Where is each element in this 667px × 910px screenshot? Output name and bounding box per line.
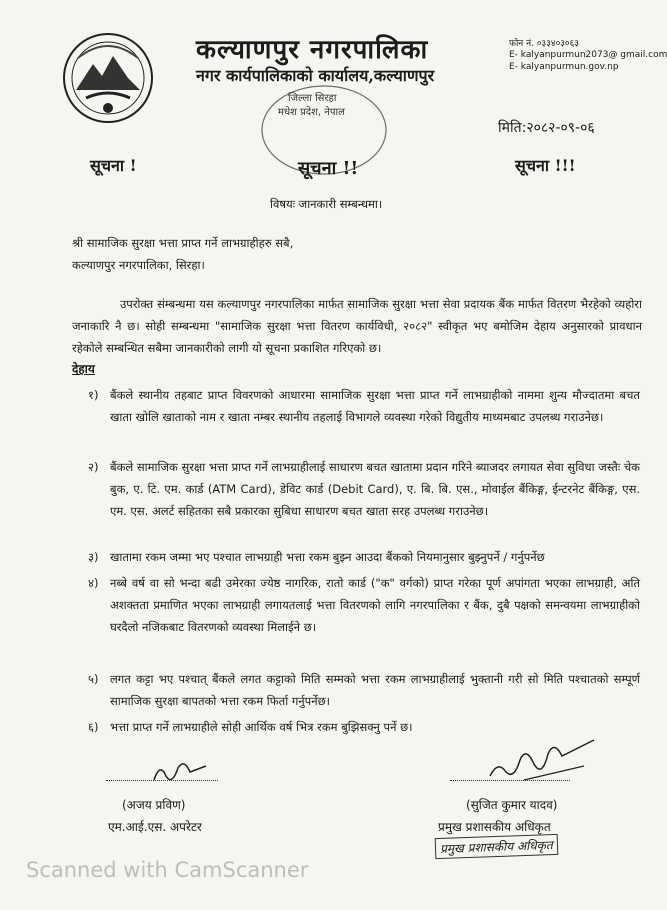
website: E- kalyanpurmun.gov.np <box>509 62 619 72</box>
org-subtitle: नगर कार्यपालिकाको कार्यालय,कल्याणपुर <box>196 66 435 85</box>
list-item-number: २) <box>88 460 99 474</box>
list-item-text: खातामा रकम जम्मा भए पश्चात लाभग्राही भत्ता रकम बुझ्न आउदा बैंकको नियमानुसार बुझ्नुपर्ने / गर्नुपर्नेछ <box>110 550 545 564</box>
list-item <box>88 572 640 638</box>
intro-paragraph: उपरोक्त संम्बन्धमा यस कल्याणपुर नगरपालिका मार्फत सामाजिक सुरक्षा भत्ता सेवा प्रदायक बैंक मार्फत वितरण भैरहेको व्यहोरा जनाकारि नै छ। सोही सम्बन्धमा "सामाजिक सुरक्षा भत्ता वितरण कार्यविधी, २०८२" स्वीकृत भए बमोजिम देहाय अनुसारको प्रावधान रहेकोले सम्बन्धित सबैमा जानकारीको लागी यो सूचना प्रकाशित गरिएको छ। <box>72 297 642 355</box>
recipient-line: कल्याणपुर नगरपालिका, सिरहा। <box>72 258 205 272</box>
notice-heading: सूचना ! <box>90 156 137 175</box>
list-item-number: ६) <box>88 720 99 734</box>
signature-line <box>450 780 570 781</box>
list-item <box>88 546 640 568</box>
signatory-title: प्रमुख प्रशासकीय अधिकृत <box>438 820 551 834</box>
list-item-number: ३) <box>88 550 99 564</box>
stamp-line: मधेश प्रदेश, नेपाल <box>278 107 345 118</box>
notice-heading: सूचना !!! <box>515 156 576 175</box>
org-title: कल्याणपुर नगरपालिका <box>196 35 429 65</box>
list-item <box>88 456 640 522</box>
date: मिति:२०८२-०९-०६ <box>498 120 595 136</box>
nepal-emblem-logo <box>58 30 158 126</box>
list-item-text: बैंकले सामाजिक सुरक्षा भत्ता प्राप्त गर्ने लाभग्राहीलाई साधारण बचत खातामा प्रदान गरिने ब्याजदर लगायत सेवा सुविधा जस्तैः चेक बुक, ए. टि. एम. कार्ड (ATM Card), डेविट कार्ड (Debit Card), ए. बि. बि. एस., मोवाईल बैंकिङ्ग, ईन्टरनेट बैंकिङ्ग, एस. एम. एस. अलर्ट सहितका सबै प्रकारका सुबिधा साधारण बचत खाता सरह उपलब्ध गराउनेछ। <box>110 460 640 518</box>
dehay-label: देहाय <box>72 362 95 376</box>
signatory-title: एम.आई.एस. अपरेटर <box>108 820 202 834</box>
signatory-name: (अजय प्रविण) <box>122 798 186 812</box>
list-item-text: नब्बे वर्ष वा सो भन्दा बढी उमेरका ज्येष्ठ नागरिक, रातो कार्ड ("क" वर्गको) प्राप्त गरेका पूर्ण अपांगता भएका लाभग्राही, अति अशक्तता प्रमाणित भएका लाभग्राही लगायतलाई भत्ता वितरणको लागि नगरपालिका र बैंक, दुबै पक्षको समन्वयमा लाभग्राहीको घरदैलो नजिकबाट वितरणको व्यवस्था मिलाईने छ। <box>110 576 640 634</box>
list-item-number: ४) <box>88 576 99 590</box>
notice-heading: सूचना !! <box>298 158 359 179</box>
signatory-name: (सुजित कुमार यादव) <box>466 798 558 812</box>
list-item-text: भत्ता प्राप्त गर्ने लाभग्राहीले सोही आर्थिक वर्ष भित्र रकम बुझिसक्नु पर्ने छ। <box>110 720 413 734</box>
list-item-text: बैंकले स्थानीय तहबाट प्राप्त विवरणको आधारमा सामाजिक सुरक्षा भत्ता प्राप्त गर्ने लाभग्राहीको नाममा शुन्य मौज्दातमा बचत खाता खोलि खाताको नाम र खाता नम्बर स्थानीय तहलाई विभागले व्यवस्था गरेको विद्युतीय माध्यमबाट उपलब्ध गराउनेछ। <box>110 388 640 424</box>
list-item-text: लगत कट्टा भए पश्चात् बैंकले लगत कट्टाको मिति सम्मको भत्ता रकम लाभग्राहीलाई भुक्तानी गरी सो मिति पश्चातको सम्पूर्ण सामाजिक सुरक्षा बापतको भत्ता रकम फिर्ता गर्नुपर्नेछ। <box>110 672 640 708</box>
list-item-number: १) <box>88 388 99 402</box>
scanner-watermark: Scanned with CamScanner <box>26 858 309 882</box>
list-item <box>88 384 640 428</box>
phone-number: फोन नं. ०३३४०३०६३ <box>509 39 579 49</box>
subject-line: विषयः जानकारी सम्बन्धमा। <box>270 197 383 211</box>
stamp-line: जिल्ला सिरहा <box>288 93 337 104</box>
list-item <box>88 668 640 712</box>
email-address: E- kalyanpurmun2073@ gmail.com <box>509 50 667 60</box>
signature-scribble <box>150 756 210 786</box>
designation-stamp: प्रमुख प्रशासकीय अधिकृत <box>435 834 558 859</box>
list-item-number: ५) <box>88 672 99 686</box>
signature-scribble <box>484 730 604 790</box>
recipient-line: श्री सामाजिक सुरक्षा भत्ता प्राप्त गर्ने लाभग्राहीहरु सबै, <box>72 236 294 250</box>
signature-line <box>106 780 218 781</box>
